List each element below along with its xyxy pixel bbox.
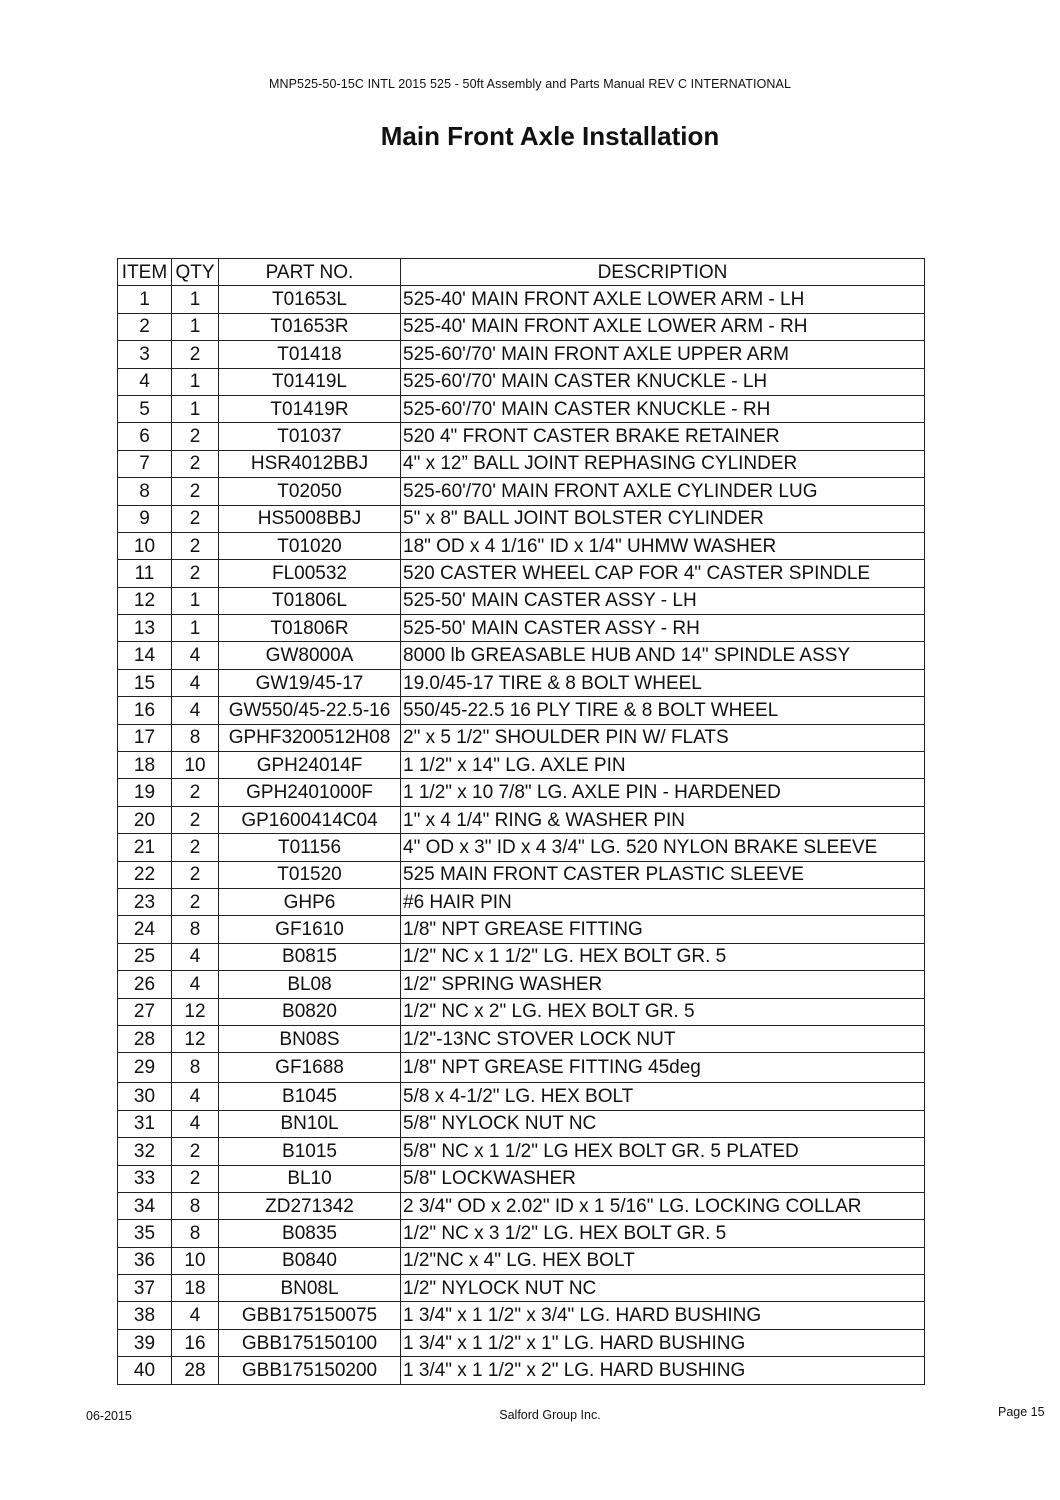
item-number-cell: 14 <box>118 642 172 669</box>
part-number-cell: T01418 <box>219 341 401 368</box>
item-number-cell: 12 <box>118 587 172 614</box>
part-number-cell: GPH24014F <box>219 752 401 779</box>
part-number-cell: GPH2401000F <box>219 779 401 806</box>
part-number-cell: B1045 <box>219 1083 401 1110</box>
qty-cell: 2 <box>172 834 219 861</box>
table-row <box>118 697 925 724</box>
part-number-cell: GBB175150075 <box>219 1302 401 1329</box>
table-row <box>118 1357 925 1384</box>
part-number-cell: T01419R <box>219 395 401 422</box>
item-number-cell: 25 <box>118 943 172 970</box>
table-row <box>118 834 925 861</box>
part-number-cell: BN08S <box>219 1025 401 1052</box>
part-number-cell: T01020 <box>219 532 401 559</box>
description-cell: 2" x 5 1/2" SHOULDER PIN W/ FLATS <box>401 724 925 751</box>
part-number-cell: ZD271342 <box>219 1192 401 1219</box>
qty-cell: 12 <box>172 998 219 1025</box>
description-cell: 525-60'/70' MAIN CASTER KNUCKLE - RH <box>401 395 925 422</box>
item-number-cell: 35 <box>118 1220 172 1247</box>
table-row <box>118 916 925 943</box>
description-cell: 525-40' MAIN FRONT AXLE LOWER ARM - LH <box>401 286 925 313</box>
part-number-cell: T01520 <box>219 861 401 888</box>
table-row <box>118 313 925 340</box>
table-row <box>118 971 925 998</box>
description-cell: 550/45-22.5 16 PLY TIRE & 8 BOLT WHEEL <box>401 697 925 724</box>
part-number-cell: T01156 <box>219 834 401 861</box>
item-number-cell: 7 <box>118 450 172 477</box>
qty-cell: 4 <box>172 971 219 998</box>
qty-cell: 2 <box>172 423 219 450</box>
part-number-cell: GF1610 <box>219 916 401 943</box>
qty-cell: 8 <box>172 1192 219 1219</box>
part-number-cell: BL10 <box>219 1165 401 1192</box>
document-header: MNP525-50-15C INTL 2015 525 - 50ft Assembly and Parts Manual REV C INTERNATIONAL <box>268 77 792 91</box>
item-number-cell: 5 <box>118 395 172 422</box>
description-cell: 19.0/45-17 TIRE & 8 BOLT WHEEL <box>401 669 925 696</box>
description-cell: 525-50' MAIN CASTER ASSY - RH <box>401 615 925 642</box>
part-number-cell: T01037 <box>219 423 401 450</box>
qty-cell: 2 <box>172 450 219 477</box>
column-header-item: ITEM <box>118 259 172 286</box>
part-number-cell: B0815 <box>219 943 401 970</box>
part-number-cell: T01806L <box>219 587 401 614</box>
part-number-cell: GP1600414C04 <box>219 806 401 833</box>
item-number-cell: 33 <box>118 1165 172 1192</box>
qty-cell: 12 <box>172 1025 219 1052</box>
description-cell: 525-60'/70' MAIN FRONT AXLE UPPER ARM <box>401 341 925 368</box>
description-cell: #6 HAIR PIN <box>401 888 925 915</box>
part-number-cell: GF1688 <box>219 1053 401 1083</box>
description-cell: 1/2" NC x 3 1/2" LG. HEX BOLT GR. 5 <box>401 1220 925 1247</box>
qty-cell: 4 <box>172 943 219 970</box>
qty-cell: 2 <box>172 861 219 888</box>
table-row <box>118 779 925 806</box>
qty-cell: 8 <box>172 1053 219 1083</box>
column-header-description: DESCRIPTION <box>401 259 925 286</box>
description-cell: 1 1/2" x 14" LG. AXLE PIN <box>401 752 925 779</box>
table-row <box>118 806 925 833</box>
qty-cell: 4 <box>172 1110 219 1137</box>
table-row <box>118 1329 925 1356</box>
part-number-cell: T01419L <box>219 368 401 395</box>
part-number-cell: GHP6 <box>219 888 401 915</box>
item-number-cell: 22 <box>118 861 172 888</box>
qty-cell: 2 <box>172 888 219 915</box>
item-number-cell: 31 <box>118 1110 172 1137</box>
part-number-cell: B0820 <box>219 998 401 1025</box>
table-row <box>118 341 925 368</box>
item-number-cell: 30 <box>118 1083 172 1110</box>
description-cell: 18" OD x 4 1/16" ID x 1/4" UHMW WASHER <box>401 532 925 559</box>
qty-cell: 1 <box>172 587 219 614</box>
table-header-row <box>118 259 925 286</box>
part-number-cell: HSR4012BBJ <box>219 450 401 477</box>
qty-cell: 10 <box>172 1247 219 1274</box>
qty-cell: 1 <box>172 286 219 313</box>
item-number-cell: 24 <box>118 916 172 943</box>
table-row <box>118 998 925 1025</box>
item-number-cell: 3 <box>118 341 172 368</box>
table-row <box>118 615 925 642</box>
column-header-part-no: PART NO. <box>219 259 401 286</box>
table-row <box>118 478 925 505</box>
description-cell: 525-60'/70' MAIN FRONT AXLE CYLINDER LUG <box>401 478 925 505</box>
item-number-cell: 38 <box>118 1302 172 1329</box>
description-cell: 4" OD x 3" ID x 4 3/4" LG. 520 NYLON BRAKE SLEEVE <box>401 834 925 861</box>
table-row <box>118 1247 925 1274</box>
part-number-cell: BN10L <box>219 1110 401 1137</box>
qty-cell: 2 <box>172 478 219 505</box>
table-row <box>118 450 925 477</box>
description-cell: 5/8" LOCKWASHER <box>401 1165 925 1192</box>
description-cell: 8000 lb GREASABLE HUB AND 14" SPINDLE ASSY <box>401 642 925 669</box>
description-cell: 5/8" NC x 1 1/2" LG HEX BOLT GR. 5 PLATED <box>401 1138 925 1165</box>
item-number-cell: 11 <box>118 560 172 587</box>
part-number-cell: GW550/45-22.5-16 <box>219 697 401 724</box>
table-row <box>118 368 925 395</box>
description-cell: 1 3/4" x 1 1/2" x 1" LG. HARD BUSHING <box>401 1329 925 1356</box>
parts-table-body <box>118 286 925 1384</box>
table-row <box>118 943 925 970</box>
item-number-cell: 39 <box>118 1329 172 1356</box>
table-row <box>118 888 925 915</box>
description-cell: 1/2"NC x 4" LG. HEX BOLT <box>401 1247 925 1274</box>
item-number-cell: 29 <box>118 1053 172 1083</box>
qty-cell: 8 <box>172 1220 219 1247</box>
description-cell: 525-60'/70' MAIN CASTER KNUCKLE - LH <box>401 368 925 395</box>
table-row <box>118 587 925 614</box>
table-row <box>118 1220 925 1247</box>
part-number-cell: HS5008BBJ <box>219 505 401 532</box>
item-number-cell: 13 <box>118 615 172 642</box>
description-cell: 1" x 4 1/4" RING & WASHER PIN <box>401 806 925 833</box>
item-number-cell: 37 <box>118 1275 172 1302</box>
item-number-cell: 8 <box>118 478 172 505</box>
description-cell: 2 3/4" OD x 2.02" ID x 1 5/16" LG. LOCKING COLLAR <box>401 1192 925 1219</box>
table-row <box>118 286 925 313</box>
table-row <box>118 560 925 587</box>
qty-cell: 10 <box>172 752 219 779</box>
item-number-cell: 20 <box>118 806 172 833</box>
item-number-cell: 21 <box>118 834 172 861</box>
description-cell: 1/2" NYLOCK NUT NC <box>401 1275 925 1302</box>
table-row <box>118 395 925 422</box>
qty-cell: 2 <box>172 779 219 806</box>
part-number-cell: BN08L <box>219 1275 401 1302</box>
table-row <box>118 724 925 751</box>
description-cell: 1 3/4" x 1 1/2" x 2" LG. HARD BUSHING <box>401 1357 925 1384</box>
qty-cell: 28 <box>172 1357 219 1384</box>
item-number-cell: 15 <box>118 669 172 696</box>
qty-cell: 4 <box>172 669 219 696</box>
qty-cell: 2 <box>172 1138 219 1165</box>
table-row <box>118 1110 925 1137</box>
item-number-cell: 4 <box>118 368 172 395</box>
qty-cell: 2 <box>172 560 219 587</box>
description-cell: 5/8 x 4-1/2" LG. HEX BOLT <box>401 1083 925 1110</box>
qty-cell: 4 <box>172 1083 219 1110</box>
qty-cell: 8 <box>172 916 219 943</box>
item-number-cell: 17 <box>118 724 172 751</box>
item-number-cell: 36 <box>118 1247 172 1274</box>
item-number-cell: 10 <box>118 532 172 559</box>
table-row <box>118 1083 925 1110</box>
part-number-cell: FL00532 <box>219 560 401 587</box>
item-number-cell: 1 <box>118 286 172 313</box>
qty-cell: 1 <box>172 368 219 395</box>
item-number-cell: 40 <box>118 1357 172 1384</box>
table-row <box>118 1053 925 1083</box>
table-row <box>118 669 925 696</box>
table-row <box>118 861 925 888</box>
item-number-cell: 28 <box>118 1025 172 1052</box>
item-number-cell: 16 <box>118 697 172 724</box>
description-cell: 520 4" FRONT CASTER BRAKE RETAINER <box>401 423 925 450</box>
qty-cell: 4 <box>172 642 219 669</box>
description-cell: 1/2" NC x 2" LG. HEX BOLT GR. 5 <box>401 998 925 1025</box>
part-number-cell: B1015 <box>219 1138 401 1165</box>
part-number-cell: GPHF3200512H08 <box>219 724 401 751</box>
qty-cell: 4 <box>172 697 219 724</box>
qty-cell: 2 <box>172 341 219 368</box>
part-number-cell: B0835 <box>219 1220 401 1247</box>
qty-cell: 2 <box>172 505 219 532</box>
item-number-cell: 26 <box>118 971 172 998</box>
table-row <box>118 1025 925 1052</box>
table-row <box>118 1165 925 1192</box>
description-cell: 5" x 8" BALL JOINT BOLSTER CYLINDER <box>401 505 925 532</box>
part-number-cell: GW19/45-17 <box>219 669 401 696</box>
qty-cell: 1 <box>172 615 219 642</box>
table-row <box>118 1302 925 1329</box>
table-row <box>118 1192 925 1219</box>
qty-cell: 18 <box>172 1275 219 1302</box>
item-number-cell: 32 <box>118 1138 172 1165</box>
item-number-cell: 9 <box>118 505 172 532</box>
parts-table <box>117 258 925 1385</box>
table-row <box>118 423 925 450</box>
description-cell: 1/8" NPT GREASE FITTING 45deg <box>401 1053 925 1083</box>
description-cell: 1/2" SPRING WASHER <box>401 971 925 998</box>
part-number-cell: GW8000A <box>219 642 401 669</box>
page-title: Main Front Axle Installation <box>380 121 720 151</box>
qty-cell: 8 <box>172 724 219 751</box>
qty-cell: 4 <box>172 1302 219 1329</box>
item-number-cell: 18 <box>118 752 172 779</box>
footer-company: Salford Group Inc. <box>499 1408 601 1422</box>
qty-cell: 2 <box>172 532 219 559</box>
footer-date: 06-2015 <box>86 1409 132 1423</box>
column-header-qty: QTY <box>172 259 219 286</box>
description-cell: 525-50' MAIN CASTER ASSY - LH <box>401 587 925 614</box>
description-cell: 4" x 12” BALL JOINT REPHASING CYLINDER <box>401 450 925 477</box>
description-cell: 1/8" NPT GREASE FITTING <box>401 916 925 943</box>
table-row <box>118 642 925 669</box>
item-number-cell: 27 <box>118 998 172 1025</box>
table-row <box>118 752 925 779</box>
part-number-cell: T01806R <box>219 615 401 642</box>
item-number-cell: 23 <box>118 888 172 915</box>
description-cell: 1/2"-13NC STOVER LOCK NUT <box>401 1025 925 1052</box>
part-number-cell: T01653L <box>219 286 401 313</box>
part-number-cell: B0840 <box>219 1247 401 1274</box>
item-number-cell: 34 <box>118 1192 172 1219</box>
part-number-cell: BL08 <box>219 971 401 998</box>
qty-cell: 1 <box>172 395 219 422</box>
qty-cell: 16 <box>172 1329 219 1356</box>
footer-page-number: Page 15 <box>998 1405 1045 1419</box>
item-number-cell: 2 <box>118 313 172 340</box>
part-number-cell: T02050 <box>219 478 401 505</box>
qty-cell: 2 <box>172 806 219 833</box>
description-cell: 1 1/2" x 10 7/8" LG. AXLE PIN - HARDENED <box>401 779 925 806</box>
description-cell: 525 MAIN FRONT CASTER PLASTIC SLEEVE <box>401 861 925 888</box>
part-number-cell: GBB175150200 <box>219 1357 401 1384</box>
table-row <box>118 1275 925 1302</box>
part-number-cell: T01653R <box>219 313 401 340</box>
description-cell: 520 CASTER WHEEL CAP FOR 4" CASTER SPINDLE <box>401 560 925 587</box>
part-number-cell: GBB175150100 <box>219 1329 401 1356</box>
item-number-cell: 19 <box>118 779 172 806</box>
qty-cell: 2 <box>172 1165 219 1192</box>
description-cell: 5/8" NYLOCK NUT NC <box>401 1110 925 1137</box>
description-cell: 525-40' MAIN FRONT AXLE LOWER ARM - RH <box>401 313 925 340</box>
item-number-cell: 6 <box>118 423 172 450</box>
description-cell: 1/2" NC x 1 1/2" LG. HEX BOLT GR. 5 <box>401 943 925 970</box>
table-row <box>118 1138 925 1165</box>
table-row <box>118 505 925 532</box>
table-row <box>118 532 925 559</box>
qty-cell: 1 <box>172 313 219 340</box>
description-cell: 1 3/4" x 1 1/2" x 3/4" LG. HARD BUSHING <box>401 1302 925 1329</box>
